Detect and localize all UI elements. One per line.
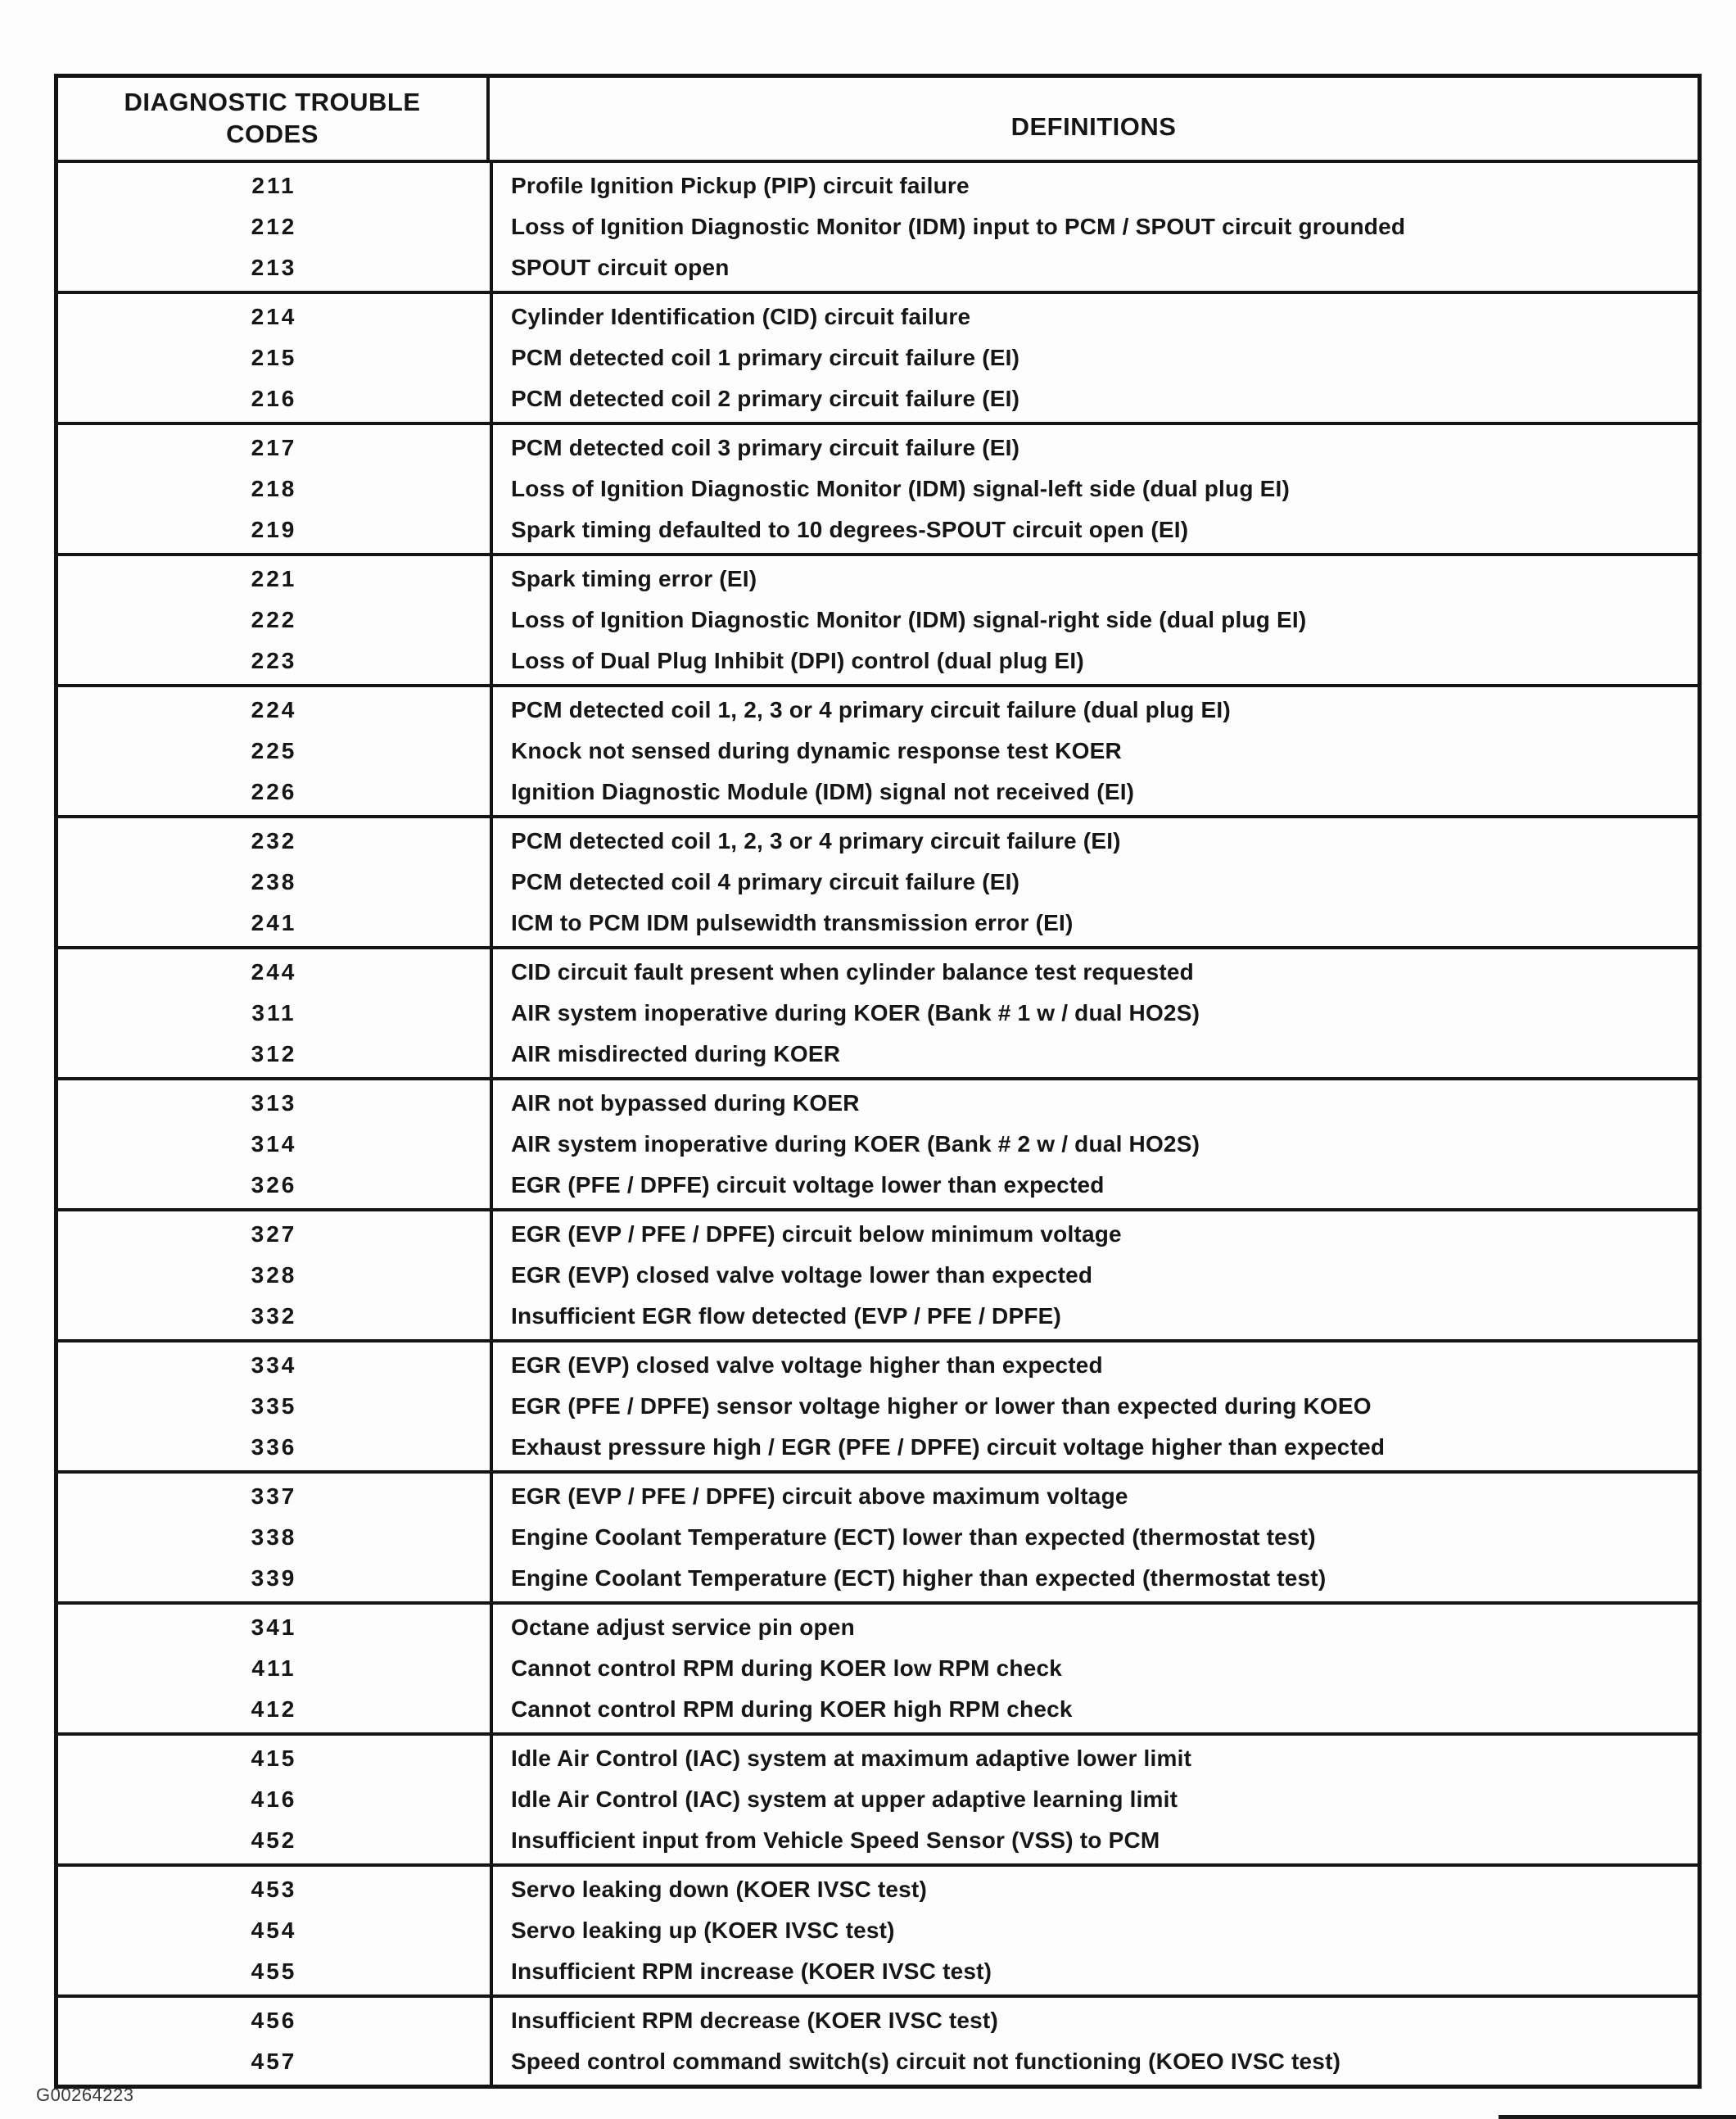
code-cell: 452 [251, 1827, 297, 1853]
code-cell: 453 [251, 1877, 297, 1902]
definition-cell: AIR not bypassed during KOER [511, 1090, 860, 1116]
code-cell: 238 [251, 869, 297, 894]
code-cell: 314 [251, 1131, 297, 1157]
code-cell: 338 [251, 1524, 297, 1550]
table-row [58, 297, 1698, 337]
definition-cell: Loss of Dual Plug Inhibit (DPI) control (dual plug EI) [511, 648, 1084, 673]
code-group [58, 294, 1698, 425]
code-cell: 244 [251, 959, 297, 985]
definition-cell: Servo leaking down (KOER IVSC test) [511, 1877, 927, 1902]
definition-cell: Profile Ignition Pickup (PIP) circuit failure [511, 173, 970, 198]
figure-id: G00264223 [36, 2085, 134, 2105]
table-row [58, 641, 1698, 681]
table-body [58, 163, 1698, 2085]
table-row [58, 1951, 1698, 1992]
code-group [58, 163, 1698, 294]
code-cell: 218 [251, 476, 297, 501]
code-cell: 222 [251, 607, 297, 632]
code-group [58, 1736, 1698, 1867]
code-group [58, 1998, 1698, 2085]
code-cell: 311 [251, 1000, 296, 1026]
code-cell: 212 [251, 214, 297, 239]
code-cell: 232 [251, 828, 297, 853]
definition-cell: Speed control command switch(s) circuit not functioning (KOEO IVSC test) [511, 2049, 1341, 2074]
table-row [58, 1034, 1698, 1075]
table-row [58, 1607, 1698, 1648]
code-cell: 217 [251, 435, 297, 460]
code-cell: 337 [251, 1483, 297, 1509]
table-row [58, 1476, 1698, 1517]
table-row [58, 903, 1698, 944]
code-cell: 457 [251, 2049, 297, 2074]
table-header-row [58, 78, 1698, 163]
code-group [58, 1211, 1698, 1342]
code-cell: 415 [251, 1745, 297, 1771]
code-cell: 221 [251, 566, 297, 591]
code-cell: 455 [251, 1958, 297, 1984]
table-row [58, 247, 1698, 288]
code-cell: 241 [251, 910, 297, 935]
definition-cell: Ignition Diagnostic Module (IDM) signal not received (EI) [511, 779, 1135, 804]
code-cell: 216 [251, 386, 297, 411]
table-row [58, 1689, 1698, 1730]
definition-cell: PCM detected coil 2 primary circuit failure (EI) [511, 386, 1020, 411]
code-cell: 225 [251, 738, 297, 763]
definition-cell: EGR (EVP / PFE / DPFE) circuit above maximum voltage [511, 1483, 1128, 1509]
table-row [58, 337, 1698, 378]
table-row [58, 821, 1698, 862]
table-row [58, 2000, 1698, 2041]
code-cell: 326 [251, 1172, 297, 1198]
code-cell: 327 [251, 1221, 297, 1247]
table-row [58, 559, 1698, 600]
code-group [58, 949, 1698, 1080]
table-row [58, 1255, 1698, 1296]
table-row [58, 165, 1698, 206]
code-cell: 412 [251, 1696, 297, 1722]
code-cell: 336 [251, 1434, 297, 1460]
table-row [58, 1779, 1698, 1820]
table-row [58, 469, 1698, 509]
code-cell: 214 [251, 304, 297, 329]
table-row [58, 378, 1698, 419]
code-cell: 215 [251, 345, 297, 370]
table-row [58, 1820, 1698, 1861]
table-row [58, 1648, 1698, 1689]
codes-header-cell [58, 78, 490, 160]
code-cell: 332 [251, 1303, 297, 1329]
table-row [58, 600, 1698, 641]
table-row [58, 1869, 1698, 1910]
codes-header-label: DIAGNOSTIC TROUBLE CODES [124, 88, 421, 148]
code-cell: 211 [251, 173, 296, 198]
definition-cell: Loss of Ignition Diagnostic Monitor (IDM) signal-left side (dual plug EI) [511, 476, 1291, 501]
code-cell: 226 [251, 779, 297, 804]
table-row [58, 731, 1698, 772]
code-group [58, 1080, 1698, 1211]
table-row [58, 1558, 1698, 1599]
code-group [58, 1342, 1698, 1474]
definition-cell: EGR (EVP) closed valve voltage lower than expected [511, 1262, 1093, 1288]
code-cell: 339 [251, 1565, 297, 1591]
table-row [58, 1345, 1698, 1386]
definition-cell: EGR (EVP) closed valve voltage higher than expected [511, 1352, 1103, 1378]
definition-cell: Cylinder Identification (CID) circuit failure [511, 304, 971, 329]
definitions-header-cell [490, 78, 1698, 160]
definition-cell: Knock not sensed during dynamic response test KOER [511, 738, 1122, 763]
table-row [58, 690, 1698, 731]
code-group [58, 1474, 1698, 1605]
table-row [58, 428, 1698, 469]
table-row [58, 1910, 1698, 1951]
definition-cell: Engine Coolant Temperature (ECT) higher than expected (thermostat test) [511, 1565, 1327, 1591]
code-cell: 224 [251, 697, 297, 722]
table-row [58, 1124, 1698, 1165]
definition-cell: EGR (PFE / DPFE) sensor voltage higher or lower than expected during KOEO [511, 1393, 1372, 1419]
code-cell: 454 [251, 1918, 297, 1943]
code-cell: 334 [251, 1352, 297, 1378]
definition-cell: PCM detected coil 1 primary circuit failure (EI) [511, 345, 1020, 370]
definition-cell: Servo leaking up (KOER IVSC test) [511, 1918, 895, 1943]
code-cell: 219 [251, 517, 297, 542]
definition-cell: SPOUT circuit open [511, 255, 730, 280]
definition-cell: Insufficient input from Vehicle Speed Sensor (VSS) to PCM [511, 1827, 1160, 1853]
diagnostic-trouble-code-table [54, 74, 1702, 2089]
table-row [58, 1738, 1698, 1779]
scan-artifact [1499, 2115, 1736, 2119]
code-cell: 416 [251, 1786, 297, 1812]
definition-cell: AIR system inoperative during KOER (Bank # 2 w / dual HO2S) [511, 1131, 1200, 1157]
table-row [58, 993, 1698, 1034]
definition-cell: Loss of Ignition Diagnostic Monitor (IDM) input to PCM / SPOUT circuit grounded [511, 214, 1406, 239]
table-row [58, 772, 1698, 813]
table-row [58, 952, 1698, 993]
code-cell: 328 [251, 1262, 297, 1288]
definition-cell: Insufficient RPM decrease (KOER IVSC test) [511, 2008, 998, 2033]
code-cell: 223 [251, 648, 297, 673]
definition-cell: Spark timing error (EI) [511, 566, 757, 591]
definition-cell: PCM detected coil 4 primary circuit failure (EI) [511, 869, 1020, 894]
definition-cell: EGR (PFE / DPFE) circuit voltage lower than expected [511, 1172, 1105, 1198]
definition-cell: EGR (EVP / PFE / DPFE) circuit below minimum voltage [511, 1221, 1122, 1247]
definition-cell: Idle Air Control (IAC) system at upper adaptive learning limit [511, 1786, 1178, 1812]
definition-cell: PCM detected coil 3 primary circuit failure (EI) [511, 435, 1020, 460]
code-cell: 411 [251, 1655, 296, 1681]
code-cell: 341 [251, 1614, 297, 1640]
table-row [58, 1386, 1698, 1427]
definition-cell: Cannot control RPM during KOER high RPM check [511, 1696, 1073, 1722]
definition-cell: AIR misdirected during KOER [511, 1041, 841, 1066]
definition-cell: PCM detected coil 1, 2, 3 or 4 primary circuit failure (EI) [511, 828, 1121, 853]
definition-cell: Insufficient EGR flow detected (EVP / PFE / DPFE) [511, 1303, 1062, 1329]
code-group [58, 818, 1698, 949]
definition-cell: Insufficient RPM increase (KOER IVSC test) [511, 1958, 992, 1984]
definition-cell: Cannot control RPM during KOER low RPM check [511, 1655, 1063, 1681]
code-cell: 456 [251, 2008, 297, 2033]
definition-cell: Spark timing defaulted to 10 degrees-SPOUT circuit open (EI) [511, 517, 1189, 542]
definition-cell: Exhaust pressure high / EGR (PFE / DPFE) circuit voltage higher than expected [511, 1434, 1386, 1460]
table-row [58, 2041, 1698, 2082]
definition-cell: Octane adjust service pin open [511, 1614, 855, 1640]
table-row [58, 1427, 1698, 1468]
code-group [58, 425, 1698, 556]
definition-cell: AIR system inoperative during KOER (Bank # 1 w / dual HO2S) [511, 1000, 1200, 1026]
definition-cell: Loss of Ignition Diagnostic Monitor (IDM) signal-right side (dual plug EI) [511, 607, 1307, 632]
table-row [58, 862, 1698, 903]
definition-cell: CID circuit fault present when cylinder balance test requested [511, 959, 1194, 985]
definition-cell: ICM to PCM IDM pulsewidth transmission error (EI) [511, 910, 1074, 935]
table-row [58, 1214, 1698, 1255]
table-row [58, 1165, 1698, 1206]
table-row [58, 1517, 1698, 1558]
code-group [58, 1867, 1698, 1998]
code-group [58, 556, 1698, 687]
code-cell: 313 [251, 1090, 297, 1116]
table-row [58, 1296, 1698, 1337]
code-cell: 312 [251, 1041, 297, 1066]
code-group [58, 687, 1698, 818]
table-row [58, 1083, 1698, 1124]
code-cell: 335 [251, 1393, 297, 1419]
definition-cell: Engine Coolant Temperature (ECT) lower than expected (thermostat test) [511, 1524, 1316, 1550]
table-row [58, 206, 1698, 247]
definitions-header-label: DEFINITIONS [1010, 112, 1177, 142]
code-cell: 213 [251, 255, 297, 280]
code-group [58, 1605, 1698, 1736]
table-row [58, 509, 1698, 550]
definition-cell: PCM detected coil 1, 2, 3 or 4 primary circuit failure (dual plug EI) [511, 697, 1231, 722]
definition-cell: Idle Air Control (IAC) system at maximum adaptive lower limit [511, 1745, 1192, 1771]
